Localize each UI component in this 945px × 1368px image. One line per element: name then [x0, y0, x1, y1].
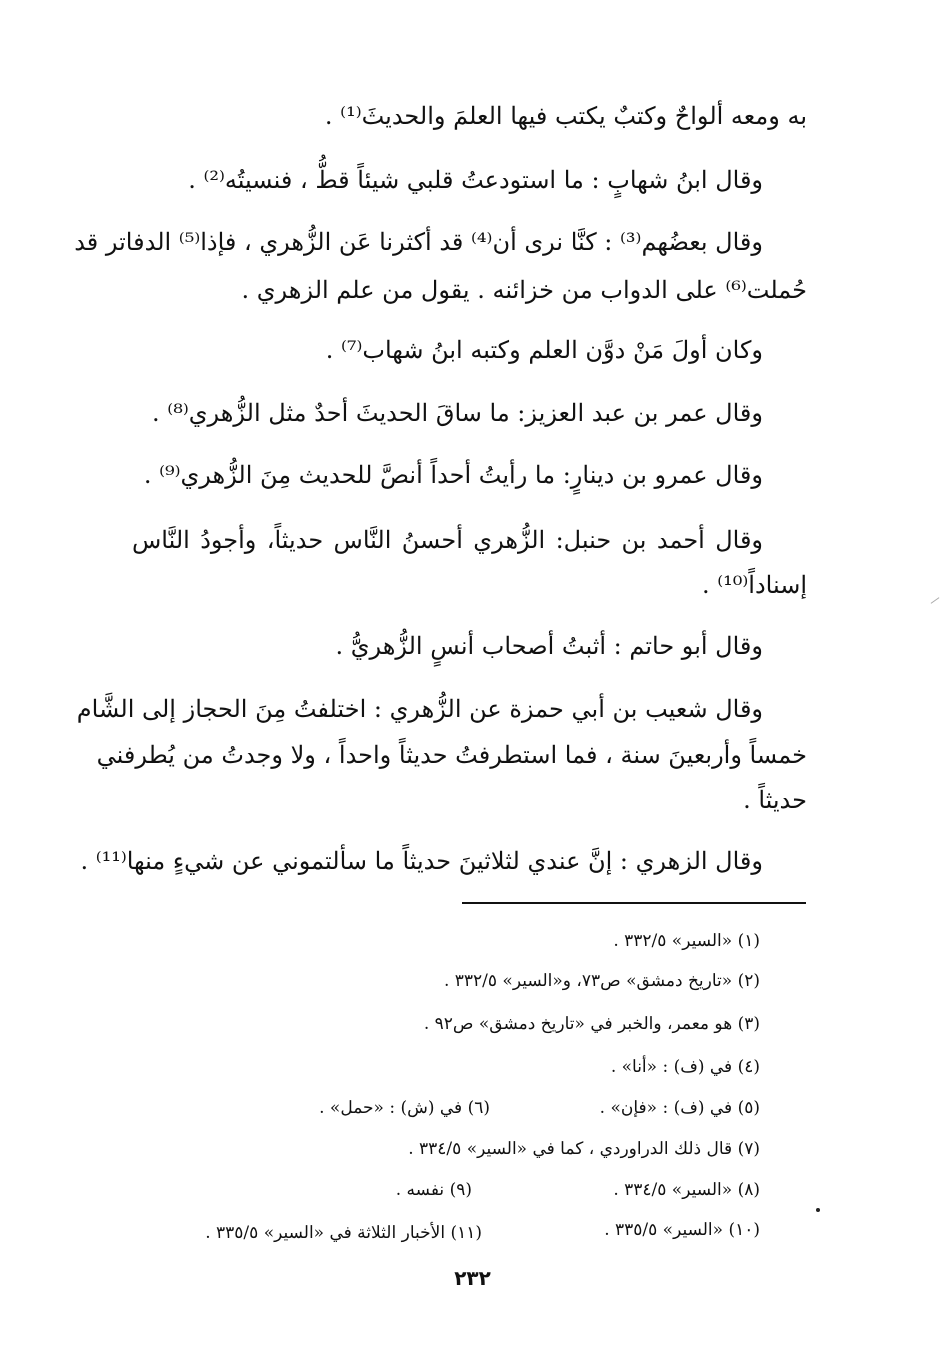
- speck-mark: [816, 1208, 820, 1212]
- footnote-separator: [462, 902, 806, 904]
- body-line-3: وقال بعضُهم⁽³⁾ : كنَّا نرى أن⁽⁴⁾ قد أكثرنا عَن الزُّهري ، فإذا⁽⁵⁾ الدفاتر قد: [74, 228, 763, 256]
- footnote-10: (١٠) «السير» ٣٣٥/٥ .: [604, 1220, 760, 1240]
- body-line-2: وقال ابنُ شهابٍ : ما استودعتُ قلبي شيئاً قطُّ ، فنسيتُه⁽²⁾ .: [188, 166, 763, 194]
- body-line-8: وقال أحمد بن حنبل: الزُّهري أحسنُ النَّاس حديثاً، وأجودُ النَّاس: [132, 526, 764, 554]
- scan-mark: [931, 597, 940, 604]
- page-number: ٢٣٢: [454, 1266, 491, 1290]
- footnote-1: (١) «السير» ٣٣٢/٥ .: [613, 931, 760, 951]
- footnote-8: (٨) «السير» ٣٣٤/٥ .: [613, 1180, 760, 1200]
- footnote-7: (٧) قال ذلك الدراوردي ، كما في «السير» ٣٣٤/٥ .: [408, 1139, 760, 1159]
- body-line-4: حُملت⁽⁶⁾ على الدواب من خزائنه . يقول من علم الزهري .: [241, 276, 807, 304]
- footnote-6: (٦) في (ش) : «حمل» .: [319, 1098, 490, 1118]
- footnote-3: (٣) هو معمر، والخبر في «تاريخ دمشق» ص٩٢ .: [423, 1014, 760, 1034]
- footnote-4: (٤) في (ف) : «أنا» .: [610, 1057, 760, 1077]
- body-line-12: خمساً وأربعينَ سنة ، فما استطرفتُ حديثاً واحداً ، ولا وجدتُ من يُطرفني: [96, 741, 807, 769]
- footnote-2: (٢) «تاريخ دمشق» ص٧٣، و«السير» ٣٣٢/٥ .: [443, 971, 760, 991]
- footnote-9: (٩) نفسه .: [395, 1180, 472, 1200]
- body-line-5: وكان أولَ مَنْ دوَّن العلم وكتبه ابنُ شهاب⁽⁷⁾ .: [325, 336, 763, 364]
- footnote-5: (٥) في (ف) : «فإن» .: [599, 1098, 760, 1118]
- body-line-6: وقال عمر بن عبد العزيز: ما ساقَ الحديثَ أحدٌ مثل الزُّهري⁽⁸⁾ .: [152, 399, 763, 427]
- body-line-9: إسناداً⁽¹⁰⁾ .: [702, 571, 807, 599]
- body-line-10: وقال أبو حاتم : أثبتُ أصحاب أنسٍ الزُّهريُّ .: [335, 632, 763, 660]
- footnote-11: (١١) الأخبار الثلاثة في «السير» ٣٣٥/٥ .: [205, 1223, 482, 1243]
- body-line-1: به ومعه ألواحٌ وكتبٌ يكتب فيها العلمَ والحديثَ⁽¹⁾ .: [324, 102, 807, 130]
- body-line-11: وقال شعيب بن أبي حمزة عن الزُّهري : اختلفتُ مِنَ الحجاز إلى الشَّام: [76, 695, 763, 723]
- body-line-14: وقال الزهري : إنَّ عندي لثلاثينَ حديثاً ما سألتموني عن شيءٍ منها⁽¹¹⁾ .: [80, 847, 763, 875]
- body-line-13: حديثاً .: [743, 786, 807, 814]
- body-line-7: وقال عمرو بن دينارٍ: ما رأيتُ أحداً أنصَّ للحديث مِنَ الزُّهري⁽⁹⁾ .: [143, 461, 763, 489]
